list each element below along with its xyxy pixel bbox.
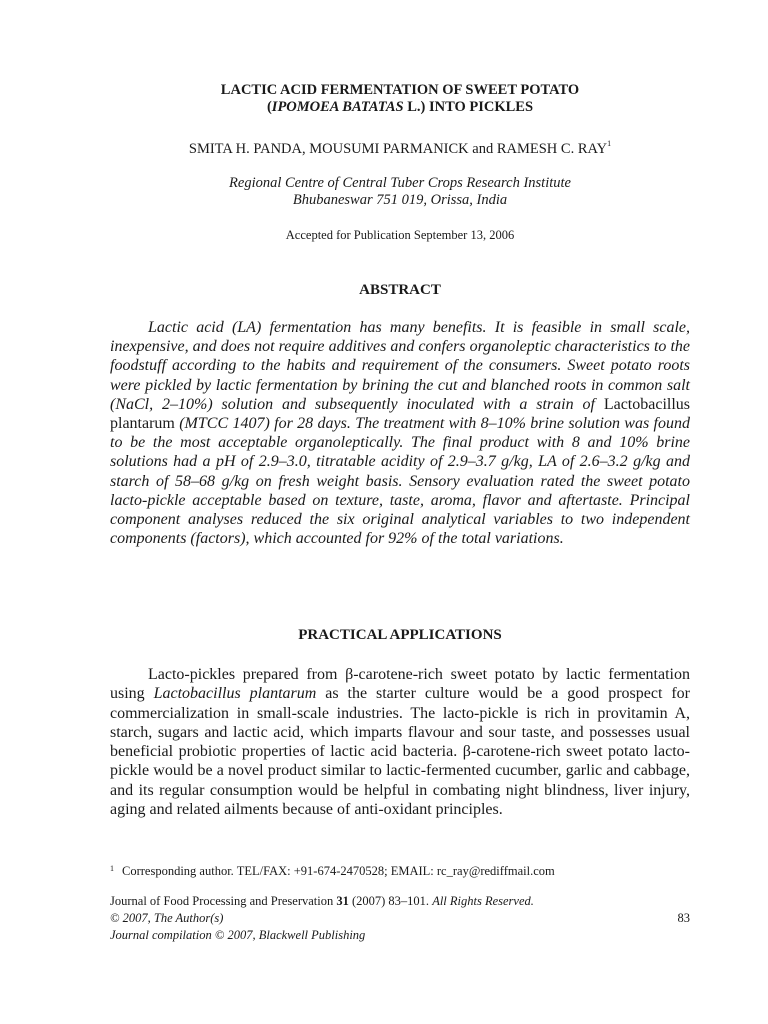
title-line-2	[110, 99, 690, 116]
article-title	[110, 82, 690, 116]
footer-citation	[110, 893, 690, 910]
abstract-part-2: (MTCC 1407) for 28 days. The treatment with 8–10% brine solution was found to be the most acceptable organoleptically. The final product with 8 and 10% brine solutions had a pH of 2.9–3.0, titratable acidity of 2.9–3.7 g/kg, LA of 2.6–3.2 g/kg and starch of 58–68 g/kg on fresh weight basis. Sensory evaluation rated the sweet potato lacto-pickle acceptable based on texture, taste, aroma, flavor and aftertaste. Principal component analyses reduced the six original analytical variables to two independent components (factors), which accounted for 92% of the total variations.	[110, 415, 690, 548]
accepted-date: Accepted for Publication September 13, 2006	[285, 228, 515, 242]
abstract-body	[110, 318, 690, 548]
abstract-part-1: Lactic acid (LA) fermentation has many benefits. It is feasible in small scale, inexpensive, and does not require additives and confers organoleptic characteristics to the foodstuff according to the habits and requirement of the consumers. Sweet potato roots were pickled by lactic fermentation by brining the cut and blanched roots in common salt (NaCl, 2–10%) solution and subsequently inoculated with a strain of	[110, 319, 690, 413]
footer-copyright	[110, 910, 690, 927]
practical-organism: Lactobacillus plantarum	[153, 685, 317, 703]
species-name: IPOMOEA BATATAS	[271, 99, 404, 115]
author-list	[110, 141, 690, 158]
affiliation-line-1: Regional Centre of Central Tuber Crops Research Institute	[229, 175, 571, 191]
footnote-number: 1	[110, 864, 114, 873]
affiliation	[110, 175, 690, 209]
practical-applications-body	[110, 665, 690, 819]
footnote-text: Corresponding author. TEL/FAX: +91-674-2470528; EMAIL: rc_ray@rediffmail.com	[122, 864, 555, 878]
compilation-line: Journal compilation © 2007, Blackwell Publishing	[110, 928, 366, 942]
authors-and: and	[468, 141, 497, 157]
abstract-organism: Lactobacillus plantarum	[110, 395, 690, 433]
journal-name: Journal of Food Processing and Preservation	[110, 894, 337, 908]
footnote	[110, 864, 690, 879]
footer-compilation	[110, 927, 690, 944]
affiliation-line-2: Bhubaneswar 751 019, Orissa, India	[292, 192, 508, 208]
authors-first: SMITA H. PANDA, MOUSUMI PARMANICK	[188, 141, 469, 157]
journal-year-pages: (2007) 83–101.	[348, 894, 433, 908]
title-line-2-rest: L.) INTO PICKLES	[403, 99, 534, 115]
practical-applications-heading: PRACTICAL APPLICATIONS	[298, 627, 502, 643]
page-number: 83	[677, 911, 690, 925]
rights-reserved: All Rights Reserved.	[432, 894, 534, 908]
abstract-heading: ABSTRACT	[359, 282, 441, 298]
practical-part-2: as the starter culture would be a good prospect for commercialization in small-scale industries. The lacto-pickle is rich in provitamin A, starch, sugars and lactic acid, which imparts flavour and sour taste, and possesses usual beneficial probiotic properties of lactic acid bacteria. β-carotene-rich sweet potato lacto-pickle would be a novel product similar to lactic-fermented cucumber, garlic and cabbage, and its regular consumption would be helpful in combating night blindness, liver injury, aging and related ailments because of anti-oxidant principles.	[110, 685, 690, 819]
journal-footer	[110, 893, 690, 944]
title-line-1: LACTIC ACID FERMENTATION OF SWEET POTATO	[220, 82, 580, 98]
copyright-line: © 2007, The Author(s)	[110, 911, 224, 925]
footnote-mark: 1	[607, 139, 612, 148]
journal-volume: 31	[336, 894, 349, 908]
authors-last: RAMESH C. RAY	[496, 141, 608, 157]
practical-part-1: Lacto-pickles prepared from β-carotene-rich sweet potato by lactic fermentation using	[110, 666, 690, 703]
title-paren: (	[266, 99, 272, 115]
